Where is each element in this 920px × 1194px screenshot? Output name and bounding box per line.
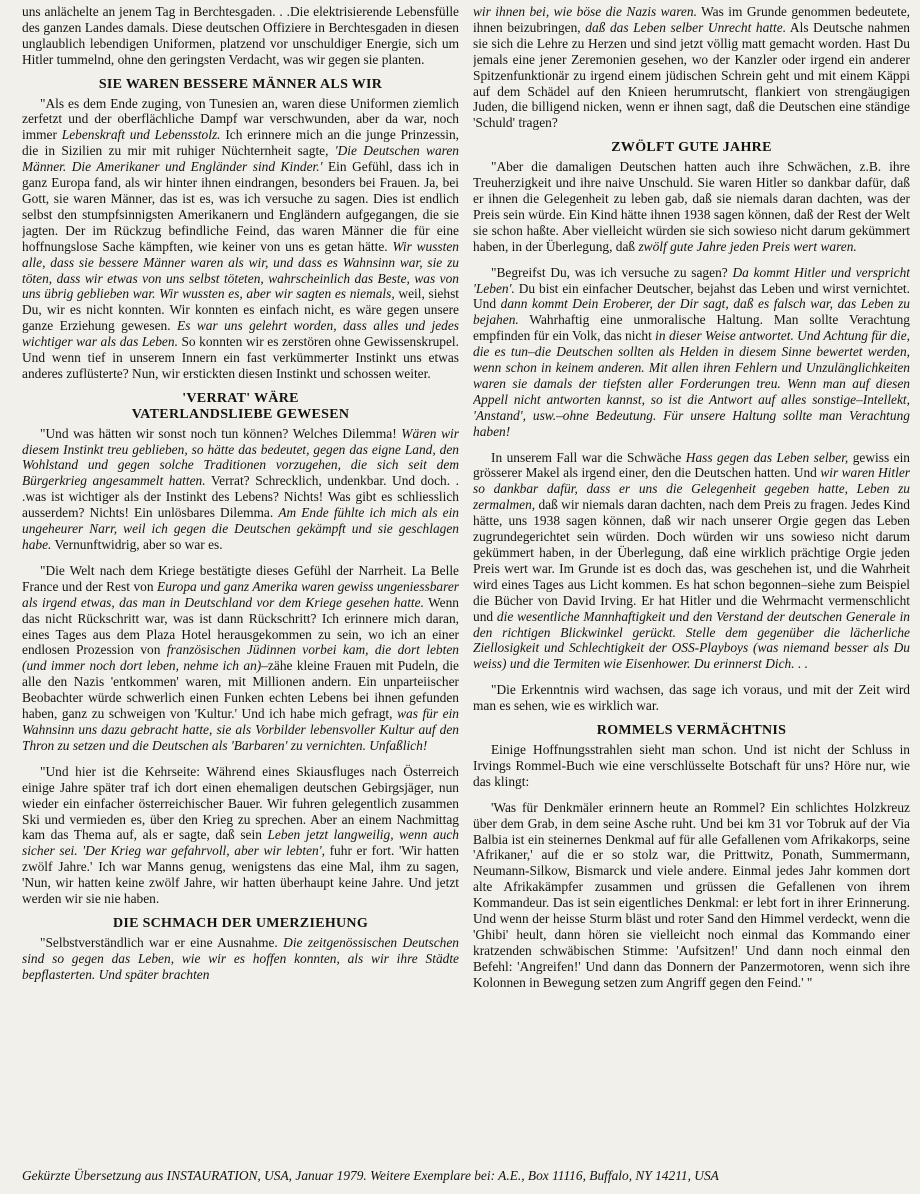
text-run: 'Was für Denkmäler erinnern heute an Rommel? Ein schlichtes Holzkreuz über dem Grab, in dem seine Asche ruht. Und bei km 31 vor Tobruk auf der Via Balbia ist ein steinernes Denkmal auf für alle Gefallenen vom Afrikakorps, seine 'Afrikaner,' auf die er so stolz war, die Prittwitz, Ponath, Summermann, Neumann-Silkow, Bismarck und viele andere. Einmal jedes Jahr kommen dort alte Afrikakämpfer zusammen und grüssen die Gefallenen von ihrem Kommandeur. Das ist sein eigentliches Denkmal: er lebt fort in ihrer Erinnerung. Und wenn der heisse Sturm bläst und roter Sand den Himmel verdeckt, wenn die 'Ghibi' heult, dann hören sie vielleicht noch einmal das Kommando einer kratzenden schwäbischen Stimme: 'Aufsitzen!' Und dann noch einmal den Befehl: 'Angreifen!' Und dann das Donnern der Panzermotoren, wenn sich ihre Kolonnen in Bewegung setzen zum Angriff gegen den Feind.' " [473, 799, 910, 990]
text-run: "Die Erkenntnis wird wachsen, das sage ich voraus, und mit der Zeit wird man es sehen, wie es wirklich war. [473, 682, 910, 714]
italic-run: Wären wir diesem Instinkt treu geblieben, so hätte das bedeutet, gegen das eigne Land, den Wohlstand und gegen solche Traditionen vorzugehen, die sich seit dem Bürgerkrieg angesammelt hatten. [22, 425, 459, 489]
text-run: Wenn das nicht Rückschritt war, was ist dann Rückschritt? Ich erinnere mich daran, eines Tages aus dem Plaza Hotel herausgekommen zu sein, wo ich an einer endlosen Prozession von [22, 594, 459, 658]
italic-run: Hass gegen das Leben selber, [685, 449, 849, 465]
section-heading-line: VATERLANDSLIEBE GEWESEN [131, 406, 350, 422]
text-run: daß wir niemals daran dachten, nach dem Preis zu fragen. Jedes Kind hätte, uns 1938 sagen können, daß wir nach unserer Orgie gegen das Leben zugrundegerichtet sein würden. Doch würden wir uns sowieso nicht darum gekümmert haben, in der Überlegung, daß eine wirklich prächtige Orgie jeden Preis wert war. Im Grunde ist es doch das, was geschehen ist, und die Wahrheit wird eines Tages aus Licht kommen. Es hat schon begonnen–siehe zum Beispiel die Bücher von David Irving. Er hat Hitler und die Wehrmacht vermenschlicht und [473, 497, 910, 624]
italic-run: Leben jetzt langweilig, wenn auch sicher sei. 'Der Krieg war gefahrvoll, aber wir lebten', [22, 827, 459, 859]
text-run: weil, siehst Du, wir es nicht konnten. Wir konnten es einfach nicht, es wäre gegen unsere ganze Erziehung gewesen. [22, 286, 459, 334]
italic-run: Lebenskraft und Lebensstolz. [61, 127, 221, 143]
italic-run: Es war uns gelehrt worden, dass alles und jedes wichtiger war als das Leben. [22, 318, 459, 350]
text-run: uns anlächelte an jenem Tag in Berchtesgaden. . .Die elektrisierende Lebensfülle des ganzen Landes damals. Diese deutschen Offiziere in Berchtesgaden in diesen unglaublich lebendigen Uniformen, platzend vor unschuldiger Energie, sich um Hitler tummelnd, ohne den geringsten Verdacht, was wir gegen sie planten. [22, 4, 459, 67]
italic-run: wir waren Hitler so dankbar dafür, dass er uns die Gelegenheit gegeben hatte, Leben zu zermalmen, [473, 465, 910, 513]
text-run: "Als es dem Ende zuging, von Tunesien an, waren diese Uniformen ziemlich zerfetzt und der oberflächliche Dampf war verschwunden, aber da war, noch immer [22, 95, 459, 143]
text-run: So konnten wir es zerstören ohne Gewissenskrupel. Und wenn tief in unserem Innern ein fast verkümmerter Instinkt uns etwas anderes zuflüsterte? Nun, wir erstickten diesen Instinkt und schossen weiter. [22, 334, 459, 381]
paragraph [473, 800, 910, 991]
paragraph [22, 96, 459, 382]
italic-run: daß das Leben selber Unrecht hatte. [585, 19, 787, 35]
italic-run: was für ein Wahnsinn uns dazu gebracht hatte, sie als Vorbilder lebensvoller Kultur auf den Thron zu setzen und die Deutschen als 'Barbaren' zu vernichten. Unfaßlich! [22, 706, 459, 753]
paragraph [473, 450, 910, 673]
section-heading: SIE WAREN BESSERE MÄNNER ALS WIR [98, 76, 383, 92]
article-columns [22, 4, 910, 1156]
text-run: Du bist ein einfacher Deutscher, bejahst das Leben und wirst vernichtet. Und [473, 280, 910, 312]
text-run: Ein Gefühl, dass ich in ganz Europa fand, als wir hinter ihnen eindrangen, besonders bei Frauen. Ja, bei Gott, sie waren Männer, das ist es, was ich versuche zu sagen. Dies ist endlich selbst den stumpfsinnigsten Amerikanern und Engländern aufgegangen, die sie jagten. Der im Rückzug befindliche Feind, das waren Männer die für eine hoffnungslose Sache kämpften, wie keiner von uns es getan hätte. [22, 159, 459, 254]
text-run: "Und was hätten wir sonst noch tun können? Welches Dilemma! [40, 425, 402, 441]
text-run: In unserem Fall war die Schwäche [491, 449, 686, 465]
paragraph [473, 742, 910, 790]
text-run: fuhr er fort. 'Wir hatten zwölf Jahre.' Ich war Manns genug, wenigstens das eine Mal, ihm zu sagen, 'Nun, wir hatten keine zwölf Jahre, wir hatten überhaupt keine Jahre. Und jetzt werden wir sie nie haben. [22, 843, 459, 907]
text-run: Was im Grunde genommen bedeutete, ihnen beizubringen, [473, 4, 910, 35]
text-run: "Und hier ist die Kehrseite: Während eines Skiausfluges nach Österreich einige Jahre später traf ich dort einen ehemaligen deutschen Gebirgsjäger, nun wieder ein einfacher österreichischer Bauer. Wir fuhren gelegentlich zusammen Ski und vermieden es, über den Krieg zu sprechen. Aber an einem Nachmittag kam das Thema auf, als er sagte, daß sein [22, 763, 459, 843]
paragraph [22, 935, 459, 983]
italic-run: Da kommt Hitler und verspricht 'Leben'. [473, 264, 910, 296]
italic-run: Wir wussten alle, dass sie bessere Männer waren als wir, und dass es Wahnsinn war, sie zu töten, dass wir etwas von uns selbst töteten, wahrscheinlich das Beste, was von uns übrig geblieben war. Wir wussten es, aber wir sagten es niemals, [22, 238, 459, 302]
section-heading [22, 391, 459, 423]
text-run: Einige Hoffnungsstrahlen sieht man schon. Und ist nicht der Schluss in Irvings Rommel-Buch wie eine verschlüsselte Botschaft für uns? Höre nur, wie das klingt: [473, 741, 910, 789]
paragraph [473, 265, 910, 440]
text-run: Verrat? Schrecklich, undenkbar. Und doch. . .was ist wichtiger als der Instinkt des Lebens? Nichts! Was gibt es schliesslich ausserdem? Nichts! Ein unlösbares Dilemma. [22, 473, 459, 521]
italic-run: Am Ende fühlte ich mich als ein ungeheurer Narr, weil ich gegen die Deutschen gekämpft und sie geschlagen habe. [22, 505, 459, 552]
section-heading: DIE SCHMACH DER UMERZIEHUNG [112, 915, 369, 931]
paragraph [473, 682, 910, 714]
italic-run: 'Die Deutschen waren Männer. Die Amerikaner und Engländer sind Kinder.' [22, 143, 459, 175]
text-run: "Aber die damaligen Deutschen hatten auch ihre Schwächen, z.B. ihre Treuherzigkeit und ihre naive Unschuld. Sie waren Hitler so dankbar dafür, daß er ihnen die Gelegenheit zu leben gab, daß sie niemals daran dachten, was der Preis sein würde. Ein Kind hätte ihnen 1938 sagen können, daß der Rest der Welt sie schon haßte. Aber vielleicht würden sie sich sowieso nicht darum gekümmert haben, in der Überlegung, daß [473, 159, 910, 254]
text-run: –zähe kleine Frauen mit Pudeln, die alle den Nazis 'entkommen' waren, mit Millionen andern. Ein unparteiischer Beobachter würde schwerlich einen Funken echten Lebens bei ihnen gefunden haben, ganz zu schweigen von 'Kultur.' Und ich habe mich gefragt, [22, 658, 459, 722]
text-run: Als Deutsche nahmen sie sich die Lehre zu Herzen und sind jetzt völlig matt gemacht worden. Hast Du jemals eine jener Zeremonien gesehen, wo der Kanzler oder irgend ein anderer Spitzenfunktionär zu irgend einem jüdischen Schrein geht und mit einem Käppi auf dem Schädel auf den Knieen herumrutscht, flankiert von strengäugigen Juden, die billigend nicken, wenn er ihnen sagt, daß die Deutschen eine ständige 'Schuld' tragen? [473, 19, 910, 131]
text-run: Wahrhaftig eine unmoralische Haltung. Man sollte Verachtung empfinden für ein Volk, das nicht [473, 312, 910, 344]
paragraph [473, 159, 910, 254]
italic-run: Europa und ganz Amerika waren gewiss ungeniessbarer als irgend etwas, das man in Deutschland vor dem Kriege gesehen hatte. [22, 578, 459, 610]
section-heading: ZWÖLFT GUTE JAHRE [611, 140, 772, 156]
italic-run: in dieser Weise antwortet. Und Achtung für die, die es tun–die Deutschen sollten als Helden in diesem Sinne bewertet werden, wenn schon in keinem anderen. Mit allen ihren Fehlern und Unzulänglichkeiten waren sie damals der tiefsten aller Forderungen treu. Wenn man auf diesen Appell nicht antworten kannst, so ist die Antwort auf alles sonstige–Intellekt, 'Anstand', usw.–ohne Bedeutung. Für unsere Haltung sollte man Verachtung haben! [473, 328, 910, 439]
section-heading-line: 'VERRAT' WÄRE [182, 390, 299, 406]
text-run: Ich erinnere mich an die junge Prinzessin, die in Sizilien zu mir mit ruhiger Nüchternheit sagte, [22, 127, 459, 159]
paragraph [473, 4, 910, 131]
source-footer: Gekürzte Übersetzung aus INSTAURATION, USA, Januar 1979. Weitere Exemplare bei: A.E., Box 11116, Buffalo, NY 14211, USA [22, 1168, 719, 1183]
text-run: "Die Welt nach dem Kriege bestätigte dieses Gefühl der Narrheit. La Belle France und der Rest von [22, 562, 459, 594]
italic-run: wir ihnen bei, wie böse die Nazis waren. [473, 4, 697, 19]
paragraph [22, 764, 459, 907]
italic-run: dann kommt Dein Eroberer, der Dir sagt, daß es falsch war, das Leben zu bejahen. [473, 296, 910, 328]
paragraph [22, 426, 459, 553]
text-run: "Selbstverständlich war er eine Ausnahme. [40, 934, 284, 950]
italic-run: die wesentliche Mannhaftigkeit und den Verstand der deutschen Generale in den richtigen Blickwinkel gerückt. Stelle dem gegenüber die lächerliche Ziellosigkeit und Schlechtigkeit der OSS-Playboys (was niemand besser als Du weiss) und die Termiten wie Eisenhower. Du erinnerst Dich. . . [473, 608, 910, 672]
italic-run: zwölf gute Jahre jeden Preis wert waren. [638, 238, 857, 254]
section-heading: ROMMELS VERMÄCHTNIS [596, 723, 787, 739]
text-run: gewiss ein grösserer Makel als irgend einer, den die Deutschen hatten. Und [473, 449, 910, 481]
paragraph [22, 563, 459, 754]
right-column [473, 4, 910, 1156]
left-column [22, 4, 459, 1156]
italic-run: Die zeitgenössischen Deutschen sind so gegen das Leben, wie wir es hoffen konnten, als wir ihre Städte bepflasterten. Und später brachten [22, 934, 459, 982]
italic-run: französischen Jüdinnen vorbei kam, die dort lebten (und immer noch dort leben, nehme ich an) [22, 642, 459, 674]
paragraph [22, 4, 459, 68]
text-run: Vernunftwidrig, aber so war es. [51, 537, 223, 552]
text-run: "Begreifst Du, was ich versuche zu sagen? [491, 264, 733, 280]
